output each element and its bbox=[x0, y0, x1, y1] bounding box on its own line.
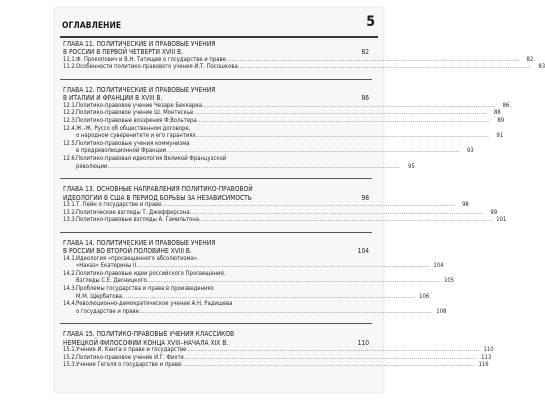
chapter-page-number: 98 bbox=[361, 193, 369, 202]
entry-body bbox=[76, 141, 474, 156]
entry-title: Политико-правовая идеология Великой Французской bbox=[76, 155, 227, 162]
entry-body bbox=[76, 256, 444, 271]
chapter-title-text: НЕМЕЦКОЙ ФИЛОСОФИИ КОНЦА XVIII–НАЧАЛА XIX В. bbox=[63, 338, 229, 347]
entry-title: Особенности политико-правового учения И.Т. Посошкова bbox=[76, 64, 238, 71]
entry-line bbox=[76, 271, 454, 279]
page-header bbox=[55, 12, 383, 38]
entry-line bbox=[76, 278, 454, 286]
page-title: ОГЛАВЛЕНИЕ bbox=[62, 21, 122, 31]
entry-page-number: 106 bbox=[419, 293, 430, 300]
toc-entry bbox=[63, 64, 545, 72]
entry-title: в предреволюционной Франции bbox=[76, 148, 167, 155]
chapter-title-line bbox=[63, 86, 369, 94]
entry-title: М.М. Щербатова bbox=[76, 293, 122, 300]
table-of-contents bbox=[63, 40, 545, 377]
chapter-title-line bbox=[63, 48, 369, 56]
entry-title: Учение Гегеля о государстве и праве bbox=[76, 362, 182, 369]
chapter-title-line bbox=[63, 185, 369, 193]
chapter-title-line bbox=[63, 339, 369, 347]
toc-entry bbox=[63, 270, 455, 286]
entry-number: 12.3. bbox=[63, 118, 77, 124]
entry-leader-dots bbox=[181, 362, 474, 370]
toc-entry bbox=[63, 140, 474, 156]
entry-number: 13.1. bbox=[63, 201, 77, 208]
chapter-title bbox=[63, 239, 369, 256]
toc-entry bbox=[63, 118, 505, 126]
entry-title: Учение И. Канта о праве и государстве bbox=[76, 347, 187, 354]
entry-body bbox=[76, 156, 415, 171]
entry-page-number: 82 bbox=[526, 56, 534, 63]
entry-line bbox=[76, 148, 474, 156]
entry-line bbox=[76, 217, 506, 225]
toc-entry bbox=[63, 255, 444, 271]
entry-number: 12.1. bbox=[63, 102, 77, 109]
entry-number: 12.2. bbox=[63, 110, 77, 117]
chapter-divider bbox=[60, 79, 372, 80]
entry-leader-dots bbox=[199, 217, 492, 225]
chapter-title-text: ГЛАВА 15. ПОЛИТИКО-ПРАВОВЫЕ УЧЕНИЯ КЛАССИКОВ bbox=[63, 330, 235, 339]
entry-leader-dots bbox=[184, 355, 477, 363]
entry-title: Идеология «просвещенного абсолютизма». bbox=[76, 255, 199, 262]
entry-line bbox=[76, 355, 491, 363]
entry-leader-dots bbox=[197, 118, 490, 126]
chapter-title bbox=[63, 86, 369, 103]
entry-page-number: 93 bbox=[466, 148, 474, 155]
entry-number: 11.1. bbox=[63, 56, 77, 63]
entry-line bbox=[76, 126, 503, 134]
entry-page-number: 101 bbox=[496, 217, 507, 224]
entry-leader-dots bbox=[193, 110, 486, 118]
entry-number: 11.2. bbox=[63, 64, 77, 71]
chapter-title-text: ГЛАВА 13. ОСНОВНЫЕ НАПРАВЛЕНИЯ ПОЛИТИКО-ПРАВОВОЙ bbox=[63, 185, 253, 194]
entry-leader-dots bbox=[186, 347, 479, 355]
entry-leader-dots bbox=[190, 210, 483, 218]
entry-page-number: 116 bbox=[478, 362, 489, 369]
entry-title: Политико-правовое учение Чезаре Беккариа bbox=[76, 102, 202, 109]
entry-body bbox=[76, 110, 501, 118]
entry-page-number: 108 bbox=[436, 308, 447, 315]
entry-body bbox=[76, 286, 429, 301]
entry-page-number: 105 bbox=[444, 278, 455, 285]
toc-entry bbox=[63, 354, 492, 363]
entry-title: Политико-правовое учение И.Г. Фихте bbox=[76, 354, 184, 361]
entry-line bbox=[76, 133, 503, 141]
entry-body bbox=[76, 103, 509, 111]
entry-line bbox=[76, 210, 497, 218]
entry-number: 12.4. bbox=[63, 125, 77, 132]
entry-page-number: 89 bbox=[497, 118, 505, 124]
chapter-title-text: В ИТАЛИИ И ФРАНЦИИ В XVIII В. bbox=[63, 94, 163, 103]
chapter-page-number: 104 bbox=[357, 247, 369, 256]
chapter-title bbox=[63, 185, 369, 202]
entry-body bbox=[76, 271, 454, 286]
entry-line bbox=[76, 64, 545, 72]
entry-title: Политические взгляды Т. Джефферсона bbox=[76, 209, 190, 216]
entry-body bbox=[76, 126, 503, 141]
chapter-page-number: 86 bbox=[361, 94, 369, 103]
entry-line bbox=[76, 118, 504, 126]
toc-entry bbox=[63, 362, 489, 370]
entry-number: 12.5. bbox=[63, 140, 77, 147]
chapter-title-line bbox=[63, 330, 369, 338]
entry-body bbox=[76, 362, 489, 370]
chapter-page-number: 82 bbox=[361, 48, 369, 57]
entry-line bbox=[76, 156, 415, 164]
chapter-title-line bbox=[63, 247, 369, 255]
toc-chapter bbox=[63, 185, 507, 225]
entry-line bbox=[76, 263, 444, 271]
entry-page-number: 91 bbox=[496, 133, 504, 140]
chapter-divider bbox=[60, 178, 372, 179]
toc-entry bbox=[63, 201, 469, 210]
toc-entry bbox=[63, 347, 494, 355]
chapter-page-number: 110 bbox=[357, 338, 369, 347]
entry-line bbox=[76, 362, 489, 370]
entry-body bbox=[76, 217, 506, 225]
entry-title: Политико-правовые идеи российского Просвещения. bbox=[76, 270, 226, 277]
entry-title: Политико-правовые взгляды А. Гамильтона bbox=[76, 217, 199, 224]
entry-page-number: 83 bbox=[538, 64, 545, 71]
entry-number: 13.3. bbox=[63, 217, 77, 224]
toc-chapter bbox=[63, 330, 494, 370]
chapter-title-text: ГЛАВА 11. ПОЛИТИЧЕСКИЕ И ПРАВОВЫЕ УЧЕНИЯ bbox=[63, 40, 216, 48]
entry-title: «Наказ» Екатерины II bbox=[76, 263, 137, 270]
entry-leader-dots bbox=[196, 133, 489, 141]
entry-leader-dots bbox=[139, 309, 432, 317]
chapter-title-line bbox=[63, 194, 369, 202]
chapter-title-text: ИДЕОЛОГИИ В США В ПЕРИОД БОРЬБЫ ЗА НЕЗАВИСИМОСТЬ bbox=[63, 193, 252, 202]
entry-title: революции bbox=[76, 163, 108, 170]
entry-title: Ф. Прокопович и В.Н. Татищев о государстве и праве bbox=[76, 56, 226, 63]
entry-line bbox=[76, 202, 469, 210]
chapter-divider bbox=[60, 232, 372, 233]
entry-leader-dots bbox=[238, 64, 531, 72]
entry-title: Политико-правовые воззрения Ф.Вольтера bbox=[76, 118, 197, 124]
entry-leader-dots bbox=[136, 263, 429, 271]
entry-body bbox=[76, 210, 497, 218]
entry-number: 15.1. bbox=[63, 347, 77, 354]
toc-entry bbox=[63, 155, 415, 171]
entry-body bbox=[76, 301, 446, 316]
entry-body bbox=[76, 355, 491, 363]
entry-number: 14.3. bbox=[63, 285, 77, 292]
toc-entry bbox=[63, 217, 507, 225]
entry-body bbox=[76, 202, 469, 210]
entry-leader-dots bbox=[166, 148, 459, 156]
entry-number: 15.2. bbox=[63, 354, 77, 361]
chapter-title-text: ГЛАВА 12. ПОЛИТИЧЕСКИЕ И ПРАВОВЫЕ УЧЕНИЯ bbox=[63, 86, 216, 94]
entry-title: Политико-правовое учение Ш. Монтескье bbox=[76, 110, 194, 117]
entry-page-number: 86 bbox=[502, 102, 510, 109]
entry-page-number: 95 bbox=[408, 163, 415, 170]
toc-chapter bbox=[63, 86, 510, 171]
entry-leader-dots bbox=[147, 278, 440, 286]
entry-title: Революционно-демократическое учение А.Н. Радищева bbox=[76, 301, 233, 308]
entry-leader-dots bbox=[161, 202, 454, 210]
entry-title: Т. Пейн о государстве и праве bbox=[76, 201, 162, 208]
chapter-title-text: ГЛАВА 14. ПОЛИТИЧЕСКИЕ И ПРАВОВЫЕ УЧЕНИЯ bbox=[63, 238, 216, 247]
entry-page-number: 99 bbox=[490, 209, 498, 216]
toc-entry bbox=[63, 209, 498, 218]
entry-body bbox=[76, 64, 545, 72]
chapter-title-line bbox=[63, 239, 369, 247]
entry-page-number: 98 bbox=[462, 201, 469, 208]
entry-page-number: 104 bbox=[433, 263, 444, 270]
entry-leader-dots bbox=[107, 164, 400, 172]
entry-number: 14.1. bbox=[63, 255, 77, 262]
toc-chapter bbox=[63, 238, 455, 317]
header-rule bbox=[60, 36, 378, 38]
entry-title: Политико-правовые учения коммунизма bbox=[76, 140, 190, 147]
entry-line bbox=[76, 164, 415, 172]
entry-number: 14.4. bbox=[63, 301, 77, 308]
entry-title: о народном суверенитете и его гарантиях bbox=[76, 133, 196, 140]
chapter-title bbox=[63, 40, 369, 57]
entry-title: о государстве и праве bbox=[76, 308, 139, 315]
entry-page-number: 110 bbox=[483, 347, 494, 354]
entry-page-number: 113 bbox=[481, 354, 492, 361]
entry-line bbox=[76, 309, 446, 317]
book-page bbox=[55, 8, 545, 392]
entry-leader-dots bbox=[122, 294, 415, 302]
entry-number: 13.2. bbox=[63, 209, 77, 216]
entry-line bbox=[76, 103, 509, 111]
chapter-divider bbox=[60, 323, 372, 324]
page-number: 5 bbox=[366, 14, 375, 30]
entry-line bbox=[76, 256, 444, 264]
entry-line bbox=[76, 294, 429, 302]
entry-body bbox=[76, 118, 504, 126]
entry-number: 15.3. bbox=[63, 362, 77, 369]
toc-entry bbox=[63, 102, 510, 111]
chapter-title-text: В РОССИИ ВО ВТОРОЙ ПОЛОВИНЕ XVIII В. bbox=[63, 247, 192, 256]
toc-chapter bbox=[63, 40, 545, 72]
chapter-title-line bbox=[63, 94, 369, 102]
chapter-title bbox=[63, 330, 369, 347]
entry-title: Проблемы государства и права в произведениях bbox=[76, 285, 214, 292]
chapter-title-text: В РОССИИ В ПЕРВОЙ ЧЕТВЕРТИ XVIII В. bbox=[63, 48, 184, 57]
entry-leader-dots bbox=[226, 57, 519, 65]
entry-body bbox=[76, 347, 494, 355]
entry-leader-dots bbox=[202, 103, 495, 111]
toc-entry bbox=[63, 125, 504, 141]
entry-page-number: 88 bbox=[493, 110, 501, 117]
toc-entry bbox=[63, 110, 501, 118]
toc-entry bbox=[63, 301, 447, 316]
entry-line bbox=[76, 347, 494, 355]
entry-line bbox=[76, 286, 429, 294]
entry-line bbox=[76, 110, 501, 118]
entry-line bbox=[76, 301, 446, 309]
entry-title: Ж.-Ж. Руссо об общественном договоре, bbox=[76, 125, 191, 132]
toc-entry bbox=[63, 285, 430, 301]
entry-number: 12.6. bbox=[63, 155, 77, 162]
entry-number: 14.2. bbox=[63, 270, 77, 277]
entry-title: Взгляды С.Е. Десницкого bbox=[76, 278, 147, 285]
